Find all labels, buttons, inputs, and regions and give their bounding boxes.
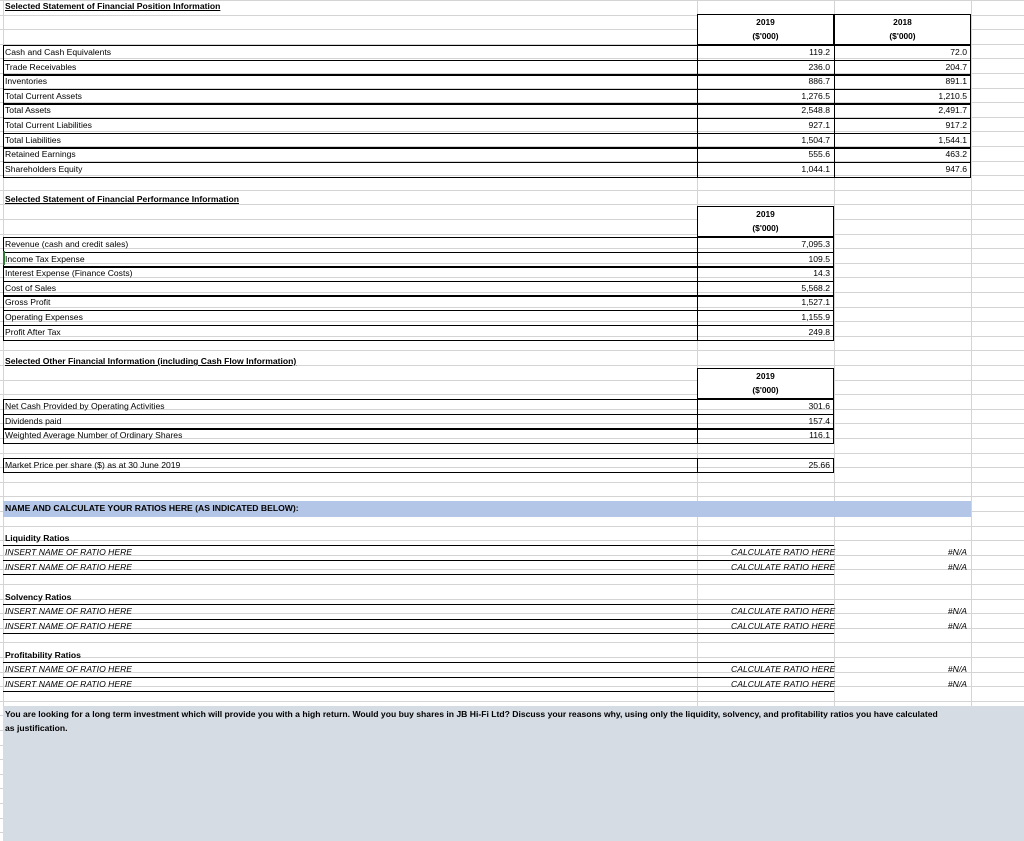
fp-row-value-2019[interactable]: 886.7 (808, 76, 830, 86)
perf-row-value[interactable]: 1,155.9 (801, 312, 830, 322)
fp-row-label[interactable]: Inventories (5, 76, 48, 86)
other-header-year: 2019 (756, 371, 775, 381)
ratio-result-cell[interactable]: #N/A (947, 664, 967, 674)
other-header-2019[interactable] (697, 368, 834, 399)
ratio-calc-cell[interactable]: CALCULATE RATIO HERE (731, 606, 836, 616)
fp-row-label[interactable]: Total Current Assets (5, 91, 82, 101)
ratio-name-cell[interactable]: INSERT NAME OF RATIO HERE (5, 562, 133, 572)
fp-header-2018-year: 2018 (893, 17, 912, 27)
perf-row-value[interactable]: 5,568.2 (801, 283, 830, 293)
fp-row-label[interactable]: Retained Earnings (5, 149, 76, 159)
ratio-calc-cell[interactable]: CALCULATE RATIO HERE (731, 621, 836, 631)
fp-row-value-2019[interactable]: 2,548.8 (801, 105, 830, 115)
fp-row-value-2018[interactable]: 463.2 (945, 149, 967, 159)
other-info-title[interactable]: Selected Other Financial Information (including Cash Flow Information) (5, 356, 297, 366)
fp-row-value-2019[interactable]: 1,044.1 (801, 164, 830, 174)
fp-row-label[interactable]: Total Assets (5, 105, 51, 115)
fp-row-label[interactable]: Trade Receivables (5, 62, 77, 72)
market-price-value[interactable]: 25.66 (808, 460, 830, 470)
other-header-unit: ($'000) (752, 385, 779, 395)
ratio-result-cell[interactable]: #N/A (947, 606, 967, 616)
perf-row-label[interactable]: Interest Expense (Finance Costs) (5, 268, 133, 278)
fp-row-value-2018[interactable]: 2,491.7 (938, 105, 967, 115)
ratio-group-title[interactable]: Solvency Ratios (5, 592, 72, 602)
fp-row-value-2019[interactable]: 927.1 (808, 120, 830, 130)
market-price-label[interactable]: Market Price per share ($) as at 30 June 2019 (5, 460, 181, 470)
fp-row-value-2018[interactable]: 1,210.5 (938, 91, 967, 101)
fp-header-2019[interactable] (697, 14, 834, 45)
fp-header-2019-year: 2019 (756, 17, 775, 27)
financial-performance-title[interactable]: Selected Statement of Financial Performance Information (5, 194, 239, 204)
fp-header-2019-unit: ($'000) (752, 31, 779, 41)
ratios-banner-text[interactable]: NAME AND CALCULATE YOUR RATIOS HERE (AS INDICATED BELOW): (5, 503, 299, 513)
fp-row-label[interactable]: Cash and Cash Equivalents (5, 47, 112, 57)
fp-row-value-2019[interactable]: 1,276.5 (801, 91, 830, 101)
ratio-calc-cell[interactable]: CALCULATE RATIO HERE (731, 664, 836, 674)
other-row-label[interactable]: Weighted Average Number of Ordinary Shares (5, 430, 183, 440)
other-row-label[interactable]: Dividends paid (5, 416, 62, 426)
fp-row-value-2019[interactable]: 555.6 (808, 149, 830, 159)
ratio-group-title[interactable]: Profitability Ratios (5, 650, 81, 660)
fp-row-value-2018[interactable]: 947.6 (945, 164, 967, 174)
perf-row-label[interactable]: Cost of Sales (5, 283, 57, 293)
perf-row-label[interactable]: Revenue (cash and credit sales) (5, 239, 129, 249)
fp-row-value-2018[interactable]: 917.2 (945, 120, 967, 130)
ratio-name-cell[interactable]: INSERT NAME OF RATIO HERE (5, 679, 133, 689)
ratio-result-cell[interactable]: #N/A (947, 547, 967, 557)
other-row-value[interactable]: 301.6 (808, 401, 830, 411)
fp-row-value-2018[interactable]: 72.0 (950, 47, 967, 57)
fp-row-value-2019[interactable]: 236.0 (808, 62, 830, 72)
ratio-name-cell[interactable]: INSERT NAME OF RATIO HERE (5, 664, 133, 674)
other-row-value[interactable]: 157.4 (808, 416, 830, 426)
perf-header-unit: ($'000) (752, 223, 779, 233)
other-row-value[interactable]: 116.1 (809, 430, 830, 440)
fp-row-value-2019[interactable]: 1,504.7 (801, 135, 830, 145)
question-line-1: You are looking for a long term investment which will provide you with a high return. Would you buy shares in JB Hi-Fi Ltd? Discuss your reasons why, using only the liquidity, solvency, and profitability ratios you have calculated (5, 709, 938, 719)
financial-position-title[interactable]: Selected Statement of Financial Position Information (5, 1, 221, 11)
fp-row-value-2018[interactable]: 204.7 (945, 62, 967, 72)
perf-row-label[interactable]: Income Tax Expense (5, 254, 85, 264)
perf-row-value[interactable]: 14.3 (813, 268, 830, 278)
question-line-2: as justification. (5, 723, 68, 733)
perf-row-label[interactable]: Operating Expenses (5, 312, 83, 322)
ratio-name-cell[interactable]: INSERT NAME OF RATIO HERE (5, 547, 133, 557)
fp-header-2018-unit: ($'000) (889, 31, 916, 41)
ratio-name-cell[interactable]: INSERT NAME OF RATIO HERE (5, 621, 133, 631)
fp-row-value-2019[interactable]: 119.2 (809, 47, 830, 57)
fp-row-value-2018[interactable]: 1,544.1 (938, 135, 967, 145)
perf-row-value[interactable]: 1,527.1 (801, 297, 830, 307)
ratio-result-cell[interactable]: #N/A (947, 562, 967, 572)
other-row-label[interactable]: Net Cash Provided by Operating Activities (5, 401, 165, 411)
perf-row-value[interactable]: 109.5 (808, 254, 830, 264)
perf-header-2019[interactable] (697, 206, 834, 237)
fp-row-label[interactable]: Shareholders Equity (5, 164, 83, 174)
perf-header-year: 2019 (756, 209, 775, 219)
ratio-group-title[interactable]: Liquidity Ratios (5, 533, 70, 543)
fp-row-label[interactable]: Total Current Liabilities (5, 120, 92, 130)
ratio-calc-cell[interactable]: CALCULATE RATIO HERE (731, 679, 836, 689)
perf-row-label[interactable]: Gross Profit (5, 297, 51, 307)
perf-row-value[interactable]: 7,095.3 (801, 239, 830, 249)
perf-row-label[interactable]: Profit After Tax (5, 327, 61, 337)
fp-header-2018[interactable] (834, 14, 971, 45)
ratio-calc-cell[interactable]: CALCULATE RATIO HERE (731, 547, 836, 557)
fp-row-value-2018[interactable]: 891.1 (945, 76, 967, 86)
ratio-result-cell[interactable]: #N/A (947, 621, 967, 631)
fp-row-label[interactable]: Total Liabilities (5, 135, 61, 145)
ratio-calc-cell[interactable]: CALCULATE RATIO HERE (731, 562, 836, 572)
perf-row-value[interactable]: 249.8 (808, 327, 830, 337)
ratio-result-cell[interactable]: #N/A (947, 679, 967, 689)
answer-area[interactable] (3, 706, 1024, 841)
ratio-name-cell[interactable]: INSERT NAME OF RATIO HERE (5, 606, 133, 616)
